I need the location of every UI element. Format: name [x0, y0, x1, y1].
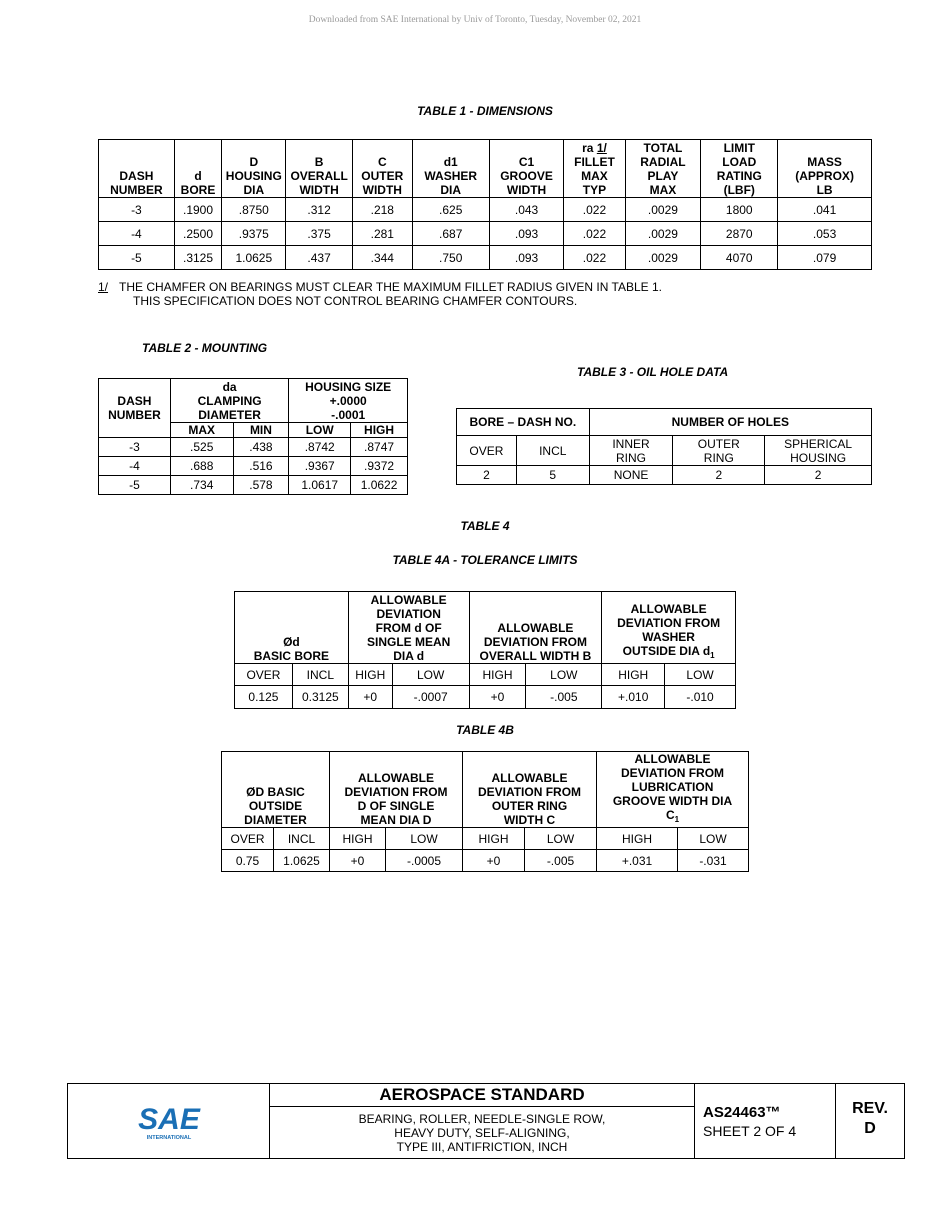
sheet-number: SHEET 2 OF 4 — [703, 1123, 797, 1139]
subheader-cell: HIGH — [330, 828, 386, 850]
ra-footnote-ref: 1/ — [596, 141, 607, 155]
table-cell: .578 — [233, 476, 289, 495]
table-cell: .093 — [489, 222, 564, 246]
table-row — [99, 457, 408, 476]
doc-number-cell — [695, 1084, 836, 1158]
dash-number-header: DASH NUMBER — [99, 379, 171, 438]
table-cell: .516 — [233, 457, 289, 476]
table-cell: .022 — [564, 198, 625, 222]
table-cell: 1.0625 — [222, 246, 286, 270]
table1-header: LIMIT LOAD RATING (LBF) — [701, 140, 778, 198]
outer-ring-header: OUTER RING — [673, 436, 765, 466]
table-cell: .8742 — [289, 438, 351, 457]
mean-dia-D-deviation-header: ALLOWABLE DEVIATION FROM D OF SINGLE MEAN DIA D — [330, 752, 463, 828]
subheader-cell: HIGH — [469, 664, 526, 686]
table-cell: .750 — [412, 246, 489, 270]
table-row — [99, 198, 872, 222]
table-cell: .093 — [489, 246, 564, 270]
table-row — [99, 438, 408, 457]
table-cell: 2 — [457, 466, 517, 485]
table-cell: .375 — [286, 222, 352, 246]
footnote-line-2: THIS SPECIFICATION DOES NOT CONTROL BEARING CHAMFER CONTOURS. — [133, 294, 578, 308]
groove-header-text: ALLOWABLE DEVIATION FROM LUBRICATION GROOVE WIDTH DIA C — [612, 752, 733, 822]
number-of-holes-header: NUMBER OF HOLES — [589, 409, 871, 436]
table-cell: .734 — [170, 476, 233, 495]
subheader-cell: LOW — [392, 664, 469, 686]
table-cell: .0029 — [625, 198, 701, 222]
max-header: MAX — [170, 423, 233, 438]
table-row — [99, 222, 872, 246]
spherical-housing-header: SPHERICAL HOUSING — [765, 436, 872, 466]
oil-hole-table — [456, 408, 872, 485]
table-cell: .053 — [778, 222, 872, 246]
table-cell: -.005 — [525, 850, 597, 872]
sae-logo-subtext: INTERNATIONAL — [146, 1135, 192, 1141]
table-cell: .438 — [233, 438, 289, 457]
table-cell: .022 — [564, 222, 625, 246]
inner-ring-header: INNER RING — [589, 436, 673, 466]
table-cell: .525 — [170, 438, 233, 457]
tolerance-subheader-row — [235, 664, 736, 686]
table4a-caption: TABLE 4A - TOLERANCE LIMITS — [392, 553, 578, 567]
table-cell: -.031 — [678, 850, 749, 872]
table1-caption: TABLE 1 - DIMENSIONS — [417, 104, 553, 118]
subheader-cell: INCL — [292, 664, 348, 686]
table-cell: .2500 — [174, 222, 221, 246]
subheader-cell: INCL — [274, 828, 330, 850]
subheader-cell: LOW — [526, 664, 602, 686]
logo-cell — [68, 1084, 270, 1158]
table1-header: B OVERALL WIDTH — [286, 140, 352, 198]
subheader-cell: LOW — [386, 828, 463, 850]
table1-header-row — [99, 140, 872, 198]
table-cell: .041 — [778, 198, 872, 222]
table-cell: +.010 — [602, 686, 665, 709]
basic-bore-header: Ød BASIC BORE — [235, 592, 349, 664]
table-cell: .079 — [778, 246, 872, 270]
high-header: HIGH — [351, 423, 408, 438]
outside-diameter-table — [221, 751, 749, 872]
table-cell: -4 — [99, 222, 175, 246]
table-cell: 0.3125 — [292, 686, 348, 709]
table-cell: .281 — [352, 222, 412, 246]
mean-dia-deviation-header: ALLOWABLE DEVIATION FROM d OF SINGLE MEAN DIA d — [348, 592, 469, 664]
table1-header: d1 WASHER DIA — [412, 140, 489, 198]
table-cell: .9367 — [289, 457, 351, 476]
bore-dash-header: BORE – DASH NO. — [457, 409, 590, 436]
fillet-label: FILLET MAX TYP — [574, 155, 615, 197]
ra-label: ra — [582, 141, 594, 155]
title-block — [67, 1083, 905, 1159]
table1-header: MASS (APPROX) LB — [778, 140, 872, 198]
table-cell: .218 — [352, 198, 412, 222]
washer-dia-header-text: ALLOWABLE DEVIATION FROM WASHER OUTSIDE DIA d — [617, 602, 721, 658]
watermark: Downloaded from SAE International by Univ of Toronto, Tuesday, November 02, 2021 — [308, 15, 642, 25]
table1-footnote — [98, 280, 662, 308]
table-cell: -.010 — [665, 686, 736, 709]
table3-caption: TABLE 3 - OIL HOLE DATA — [577, 365, 729, 379]
title-cell — [270, 1084, 695, 1158]
subheader-cell: LOW — [525, 828, 597, 850]
subheader-cell: LOW — [678, 828, 749, 850]
table1-header: TOTAL RADIAL PLAY MAX — [625, 140, 701, 198]
table-cell: .1900 — [174, 198, 221, 222]
document-description: BEARING, ROLLER, NEEDLE-SINGLE ROW, HEAVY DUTY, SELF-ALIGNING, TYPE III, ANTIFRICTION, INCH — [358, 1112, 606, 1154]
table-cell: NONE — [589, 466, 673, 485]
table-cell: -.0007 — [392, 686, 469, 709]
revision-label: REV. D — [852, 1100, 888, 1137]
basic-outside-diameter-header: ØD BASIC OUTSIDE DIAMETER — [222, 752, 330, 828]
mounting-table — [98, 378, 408, 495]
subheader-cell: HIGH — [463, 828, 525, 850]
table-cell: .043 — [489, 198, 564, 222]
tolerance-limits-table — [234, 591, 736, 709]
table1-header: DASH NUMBER — [99, 140, 175, 198]
table-row — [99, 246, 872, 270]
table-cell: .3125 — [174, 246, 221, 270]
table1-body — [99, 198, 872, 270]
table-cell: 2 — [673, 466, 765, 485]
table-cell: .8747 — [351, 438, 408, 457]
subheader-cell: HIGH — [348, 664, 392, 686]
clamping-diameter-header: da CLAMPING DIAMETER — [170, 379, 288, 423]
low-header: LOW — [289, 423, 351, 438]
outside-subheader-row — [222, 828, 749, 850]
table-cell: .625 — [412, 198, 489, 222]
table-cell: 2 — [765, 466, 872, 485]
table-cell: 1800 — [701, 198, 778, 222]
table-cell: .688 — [170, 457, 233, 476]
table-row — [99, 476, 408, 495]
table-cell: .0029 — [625, 246, 701, 270]
min-header: MIN — [233, 423, 289, 438]
table-cell: -.0005 — [386, 850, 463, 872]
subheader-cell: HIGH — [602, 664, 665, 686]
table-cell: +0 — [463, 850, 525, 872]
table-row — [222, 850, 749, 872]
sae-logo-text: SAE — [138, 1103, 200, 1136]
housing-size-header: HOUSING SIZE +.0000 -.0001 — [289, 379, 408, 423]
table-cell: .9375 — [222, 222, 286, 246]
groove-width-deviation-header — [597, 752, 749, 828]
dimensions-table — [98, 139, 872, 270]
sae-logo — [68, 1084, 270, 1158]
table4-caption: TABLE 4 — [460, 519, 510, 533]
table-row — [235, 686, 736, 709]
table-cell: +0 — [348, 686, 392, 709]
over-header: OVER — [457, 436, 517, 466]
footnote-number: 1/ — [98, 280, 109, 294]
table-cell: 0.75 — [222, 850, 274, 872]
washer-dia-deviation-header — [602, 592, 736, 664]
table-cell: .312 — [286, 198, 352, 222]
document-number: AS24463™ — [703, 1104, 781, 1121]
overall-width-deviation-header: ALLOWABLE DEVIATION FROM OVERALL WIDTH B — [469, 592, 602, 664]
footnote-line-1: THE CHAMFER ON BEARINGS MUST CLEAR THE MAXIMUM FILLET RADIUS GIVEN IN TABLE 1. — [119, 280, 662, 294]
subheader-cell: LOW — [665, 664, 736, 686]
table-cell: .0029 — [625, 222, 701, 246]
table-cell: +0 — [469, 686, 526, 709]
table-cell: +0 — [330, 850, 386, 872]
table1-header: d BORE — [174, 140, 221, 198]
table-row — [457, 466, 872, 485]
groove-subscript: 1 — [674, 815, 680, 824]
table4b-caption: TABLE 4B — [456, 723, 514, 737]
table2-body — [99, 438, 408, 495]
table-cell: .344 — [352, 246, 412, 270]
washer-dia-subscript: 1 — [710, 651, 715, 660]
table-cell: -5 — [99, 246, 175, 270]
table-cell: -3 — [99, 438, 171, 457]
table2-caption: TABLE 2 - MOUNTING — [142, 341, 268, 355]
table-cell: .9372 — [351, 457, 408, 476]
aerospace-standard-title: AEROSPACE STANDARD — [270, 1084, 694, 1107]
table1-header-fillet — [564, 140, 625, 198]
outer-ring-width-deviation-header: ALLOWABLE DEVIATION FROM OUTER RING WIDTH C — [463, 752, 597, 828]
table-cell: 1.0617 — [289, 476, 351, 495]
table-cell: -3 — [99, 198, 175, 222]
table-cell: 2870 — [701, 222, 778, 246]
revision-cell — [836, 1084, 904, 1158]
table-cell: 1.0625 — [274, 850, 330, 872]
table-cell: 4070 — [701, 246, 778, 270]
table1-header: D HOUSING DIA — [222, 140, 286, 198]
table-cell: 1.0622 — [351, 476, 408, 495]
table-cell: 0.125 — [235, 686, 293, 709]
table-cell: +.031 — [597, 850, 678, 872]
subheader-cell: OVER — [222, 828, 274, 850]
subheader-cell: OVER — [235, 664, 293, 686]
table-cell: -.005 — [526, 686, 602, 709]
table-cell: 5 — [516, 466, 589, 485]
table-cell: -5 — [99, 476, 171, 495]
table-cell: -4 — [99, 457, 171, 476]
table-cell: .687 — [412, 222, 489, 246]
table-cell: .437 — [286, 246, 352, 270]
incl-header: INCL — [516, 436, 589, 466]
table1-header: C1 GROOVE WIDTH — [489, 140, 564, 198]
table-cell: .022 — [564, 246, 625, 270]
subheader-cell: HIGH — [597, 828, 678, 850]
table1-header: C OUTER WIDTH — [352, 140, 412, 198]
table-cell: .8750 — [222, 198, 286, 222]
